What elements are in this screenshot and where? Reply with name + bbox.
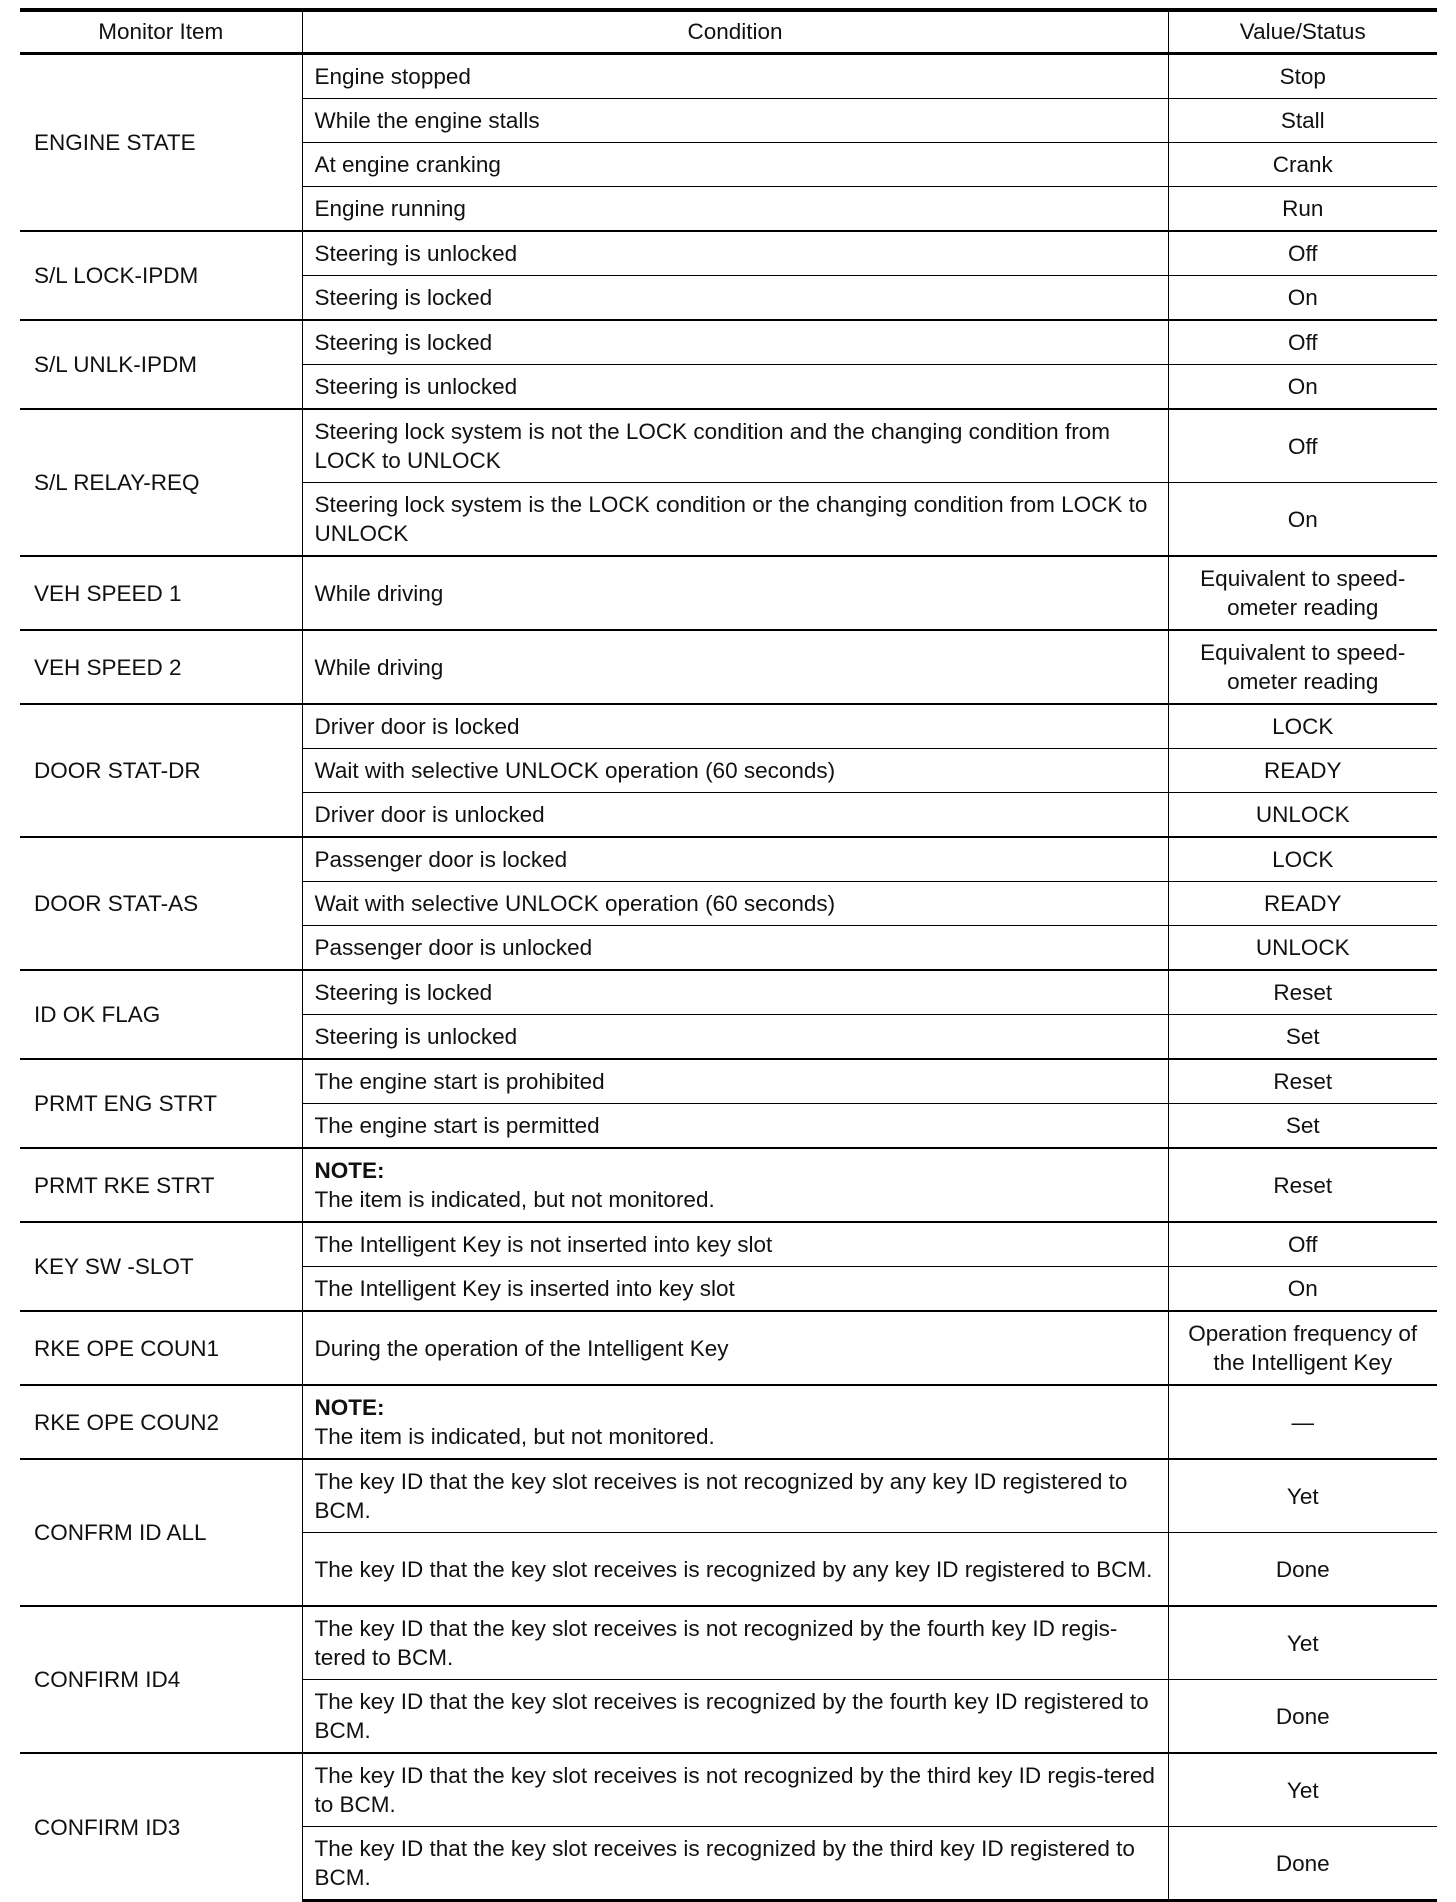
value-status-cell: Done bbox=[1168, 1533, 1437, 1607]
condition-cell bbox=[302, 1148, 1168, 1222]
condition-cell: The key ID that the key slot receives is not recognized by any key ID registered to BCM. bbox=[302, 1459, 1168, 1533]
condition-cell: Steering is unlocked bbox=[302, 1015, 1168, 1060]
condition-cell: Passenger door is locked bbox=[302, 837, 1168, 882]
value-status-cell: Yet bbox=[1168, 1459, 1437, 1533]
condition-cell: The key ID that the key slot receives is recognized by the third key ID registered to BCM. bbox=[302, 1827, 1168, 1901]
condition-cell: Steering is locked bbox=[302, 970, 1168, 1015]
monitor-item-cell: PRMT ENG STRT bbox=[20, 1059, 302, 1148]
condition-cell: While driving bbox=[302, 556, 1168, 630]
condition-cell: At engine cranking bbox=[302, 143, 1168, 187]
condition-cell: Passenger door is unlocked bbox=[302, 926, 1168, 971]
value-status-cell: Off bbox=[1168, 1222, 1437, 1267]
header-value-status: Value/Status bbox=[1168, 10, 1437, 54]
value-status-cell: Done bbox=[1168, 1827, 1437, 1901]
monitor-item-cell: S/L RELAY-REQ bbox=[20, 409, 302, 556]
condition-cell: The key ID that the key slot receives is not recognized by the fourth key ID regis-tered to BCM. bbox=[302, 1606, 1168, 1680]
table-row bbox=[20, 1606, 1437, 1680]
value-status-cell: UNLOCK bbox=[1168, 793, 1437, 838]
value-status-cell: Set bbox=[1168, 1104, 1437, 1149]
value-status-cell: Equivalent to speed-ometer reading bbox=[1168, 630, 1437, 704]
monitor-item-cell: ID OK FLAG bbox=[20, 970, 302, 1059]
condition-cell: Wait with selective UNLOCK operation (60 seconds) bbox=[302, 882, 1168, 926]
condition-cell: Engine stopped bbox=[302, 54, 1168, 99]
table-row bbox=[20, 970, 1437, 1015]
monitor-item-table bbox=[20, 8, 1437, 1902]
table-row bbox=[20, 704, 1437, 749]
value-status-cell: Reset bbox=[1168, 1148, 1437, 1222]
value-status-cell: READY bbox=[1168, 749, 1437, 793]
table-row bbox=[20, 409, 1437, 483]
monitor-item-cell: DOOR STAT-AS bbox=[20, 837, 302, 970]
document-page bbox=[20, 8, 1437, 1902]
monitor-item-cell: VEH SPEED 1 bbox=[20, 556, 302, 630]
table-row bbox=[20, 1059, 1437, 1104]
value-status-cell: UNLOCK bbox=[1168, 926, 1437, 971]
condition-cell: During the operation of the Intelligent Key bbox=[302, 1311, 1168, 1385]
condition-cell: The key ID that the key slot receives is recognized by the fourth key ID registered to BCM. bbox=[302, 1680, 1168, 1754]
condition-cell: The key ID that the key slot receives is not recognized by the third key ID regis-tered to BCM. bbox=[302, 1753, 1168, 1827]
value-status-cell: Crank bbox=[1168, 143, 1437, 187]
value-status-cell: Yet bbox=[1168, 1753, 1437, 1827]
value-status-cell: Set bbox=[1168, 1015, 1437, 1060]
condition-cell: Steering is locked bbox=[302, 276, 1168, 321]
value-status-cell: Operation frequency of the Intelligent Key bbox=[1168, 1311, 1437, 1385]
value-status-cell: Off bbox=[1168, 320, 1437, 365]
monitor-item-cell: VEH SPEED 2 bbox=[20, 630, 302, 704]
monitor-item-cell: ENGINE STATE bbox=[20, 54, 302, 232]
condition-cell: Wait with selective UNLOCK operation (60 seconds) bbox=[302, 749, 1168, 793]
monitor-item-cell: KEY SW -SLOT bbox=[20, 1222, 302, 1311]
table-row bbox=[20, 54, 1437, 99]
table-body bbox=[20, 54, 1437, 1901]
table-row bbox=[20, 320, 1437, 365]
condition-cell: While the engine stalls bbox=[302, 99, 1168, 143]
value-status-cell: Off bbox=[1168, 409, 1437, 483]
monitor-item-cell: CONFIRM ID3 bbox=[20, 1753, 302, 1901]
monitor-item-cell: RKE OPE COUN2 bbox=[20, 1385, 302, 1459]
header-monitor-item: Monitor Item bbox=[20, 10, 302, 54]
table-row bbox=[20, 1385, 1437, 1459]
monitor-item-cell: S/L LOCK-IPDM bbox=[20, 231, 302, 320]
header-condition: Condition bbox=[302, 10, 1168, 54]
condition-cell: Driver door is unlocked bbox=[302, 793, 1168, 838]
value-status-cell: LOCK bbox=[1168, 704, 1437, 749]
value-status-cell: Reset bbox=[1168, 970, 1437, 1015]
condition-cell: Steering lock system is the LOCK condition or the changing condition from LOCK to UNLOCK bbox=[302, 483, 1168, 557]
value-status-cell: On bbox=[1168, 365, 1437, 410]
monitor-item-cell: RKE OPE COUN1 bbox=[20, 1311, 302, 1385]
table-header bbox=[20, 10, 1437, 54]
condition-cell: Engine running bbox=[302, 187, 1168, 232]
value-status-cell: Stall bbox=[1168, 99, 1437, 143]
note-label: NOTE: bbox=[314, 1395, 385, 1420]
condition-cell: Driver door is locked bbox=[302, 704, 1168, 749]
condition-cell: While driving bbox=[302, 630, 1168, 704]
table-row bbox=[20, 231, 1437, 276]
monitor-item-cell: S/L UNLK-IPDM bbox=[20, 320, 302, 409]
note-text: The item is indicated, but not monitored. bbox=[314, 1187, 715, 1212]
value-status-cell: Equivalent to speed-ometer reading bbox=[1168, 556, 1437, 630]
condition-cell: The Intelligent Key is not inserted into key slot bbox=[302, 1222, 1168, 1267]
monitor-item-cell: PRMT RKE STRT bbox=[20, 1148, 302, 1222]
condition-cell: The engine start is prohibited bbox=[302, 1059, 1168, 1104]
value-status-cell: READY bbox=[1168, 882, 1437, 926]
value-status-cell: Run bbox=[1168, 187, 1437, 232]
condition-cell: The Intelligent Key is inserted into key slot bbox=[302, 1267, 1168, 1312]
value-status-cell: LOCK bbox=[1168, 837, 1437, 882]
table-row bbox=[20, 556, 1437, 630]
table-row bbox=[20, 837, 1437, 882]
condition-cell: Steering is locked bbox=[302, 320, 1168, 365]
value-status-cell: — bbox=[1168, 1385, 1437, 1459]
monitor-item-cell: DOOR STAT-DR bbox=[20, 704, 302, 837]
table-row bbox=[20, 1459, 1437, 1533]
note-text: The item is indicated, but not monitored. bbox=[314, 1424, 715, 1449]
table-row bbox=[20, 1222, 1437, 1267]
condition-cell: The key ID that the key slot receives is recognized by any key ID registered to BCM. bbox=[302, 1533, 1168, 1607]
table-row bbox=[20, 1753, 1437, 1827]
condition-cell bbox=[302, 1385, 1168, 1459]
condition-cell: The engine start is permitted bbox=[302, 1104, 1168, 1149]
value-status-cell: Stop bbox=[1168, 54, 1437, 99]
value-status-cell: Done bbox=[1168, 1680, 1437, 1754]
note-label: NOTE: bbox=[314, 1158, 385, 1183]
value-status-cell: Off bbox=[1168, 231, 1437, 276]
value-status-cell: On bbox=[1168, 483, 1437, 557]
condition-cell: Steering is unlocked bbox=[302, 231, 1168, 276]
value-status-cell: On bbox=[1168, 1267, 1437, 1312]
table-row bbox=[20, 1311, 1437, 1385]
value-status-cell: On bbox=[1168, 276, 1437, 321]
table-row bbox=[20, 1148, 1437, 1222]
condition-cell: Steering is unlocked bbox=[302, 365, 1168, 410]
value-status-cell: Yet bbox=[1168, 1606, 1437, 1680]
value-status-cell: Reset bbox=[1168, 1059, 1437, 1104]
table-row bbox=[20, 630, 1437, 704]
monitor-item-cell: CONFRM ID ALL bbox=[20, 1459, 302, 1606]
condition-cell: Steering lock system is not the LOCK condition and the changing condition from LOCK to UNLOCK bbox=[302, 409, 1168, 483]
monitor-item-cell: CONFIRM ID4 bbox=[20, 1606, 302, 1753]
